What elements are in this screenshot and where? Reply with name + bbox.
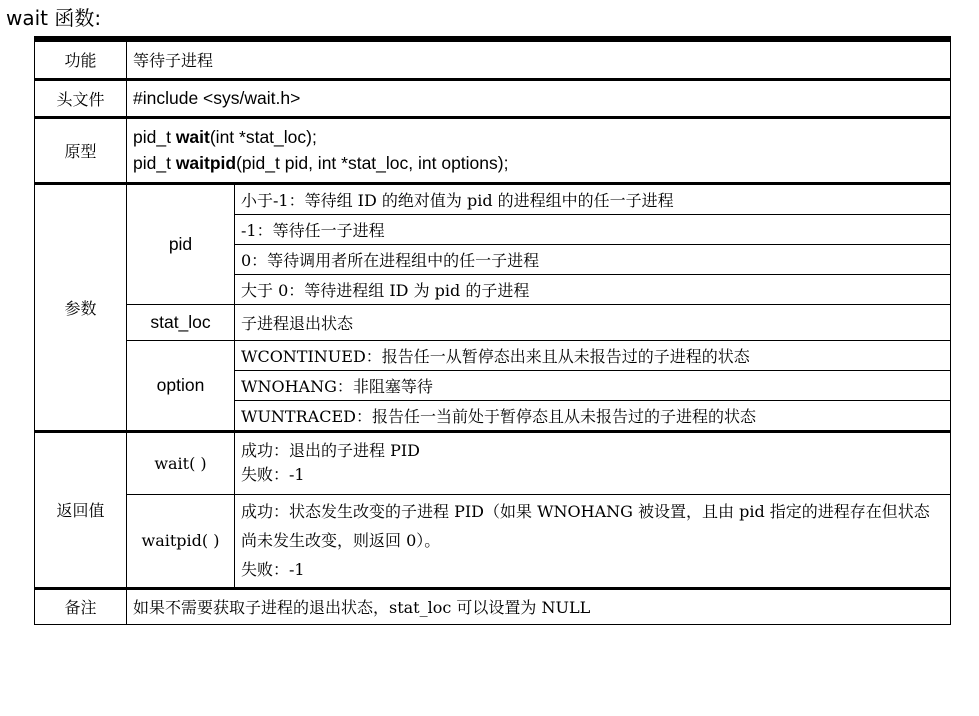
pid-item: -1：等待任一子进程 (235, 214, 951, 244)
header-file-label: 头文件 (35, 79, 127, 117)
return-wait-success: 成功：退出的子进程 PID (241, 441, 421, 460)
fn-name-waitpid: waitpid (175, 153, 237, 173)
return-label: 返回值 (35, 431, 127, 588)
return-waitpid-desc (235, 494, 951, 588)
return-name-wait: wait( ) (127, 431, 235, 494)
function-label: 功能 (35, 39, 127, 79)
section-heading: wait 函数: (6, 6, 102, 30)
param-row (35, 340, 951, 370)
function-value: 等待子进程 (127, 39, 951, 79)
prototype-label: 原型 (35, 117, 127, 183)
row-function (35, 39, 951, 79)
remark-label: 备注 (35, 588, 127, 624)
prototype-waitpid: pid_t waitpid(pid_t pid, int *stat_loc, int options); (133, 153, 509, 173)
row-header-file (35, 79, 951, 117)
fn-name-wait: wait (175, 127, 210, 147)
param-row (35, 183, 951, 214)
remark-value: 如果不需要获取子进程的退出状态，stat_loc 可以设置为 NULL (127, 588, 951, 624)
return-row-wait (35, 431, 951, 494)
pid-item: 大于 0：等待进程组 ID 为 pid 的子进程 (235, 274, 951, 304)
row-remark (35, 588, 951, 624)
option-item: WCONTINUED：报告任一从暂停态出来且从未报告过的子进程的状态 (235, 340, 951, 370)
pid-item: 小于-1：等待组 ID 的绝对值为 pid 的进程组中的任一子进程 (235, 183, 951, 214)
wait-function-table (34, 36, 951, 625)
header-file-value: #include <sys/wait.h> (127, 79, 951, 117)
return-row-waitpid (35, 494, 951, 588)
return-wait-desc (235, 431, 951, 494)
option-item: WUNTRACED：报告任一当前处于暂停态且从未报告过的子进程的状态 (235, 400, 951, 431)
pid-item: 0：等待调用者所在进程组中的任一子进程 (235, 244, 951, 274)
row-prototype (35, 117, 951, 183)
prototype-wait: pid_t wait(int *stat_loc); (133, 127, 317, 147)
param-name-pid: pid (127, 183, 235, 304)
stat-loc-desc: 子进程退出状态 (235, 304, 951, 340)
return-name-waitpid: waitpid( ) (127, 494, 235, 588)
option-item: WNOHANG：非阻塞等待 (235, 370, 951, 400)
param-name-option: option (127, 340, 235, 431)
return-waitpid-success: 成功：状态发生改变的子进程 PID（如果 WNOHANG 被设置，且由 pid 指定的进程存在但状态尚未发生改变，则返回 0）。 (241, 502, 930, 550)
return-waitpid-fail: 失败：-1 (241, 560, 305, 579)
param-name-stat-loc: stat_loc (127, 304, 235, 340)
prototype-value (127, 117, 951, 183)
params-label: 参数 (35, 183, 127, 431)
return-wait-fail: 失败：-1 (241, 465, 305, 484)
param-row (35, 304, 951, 340)
